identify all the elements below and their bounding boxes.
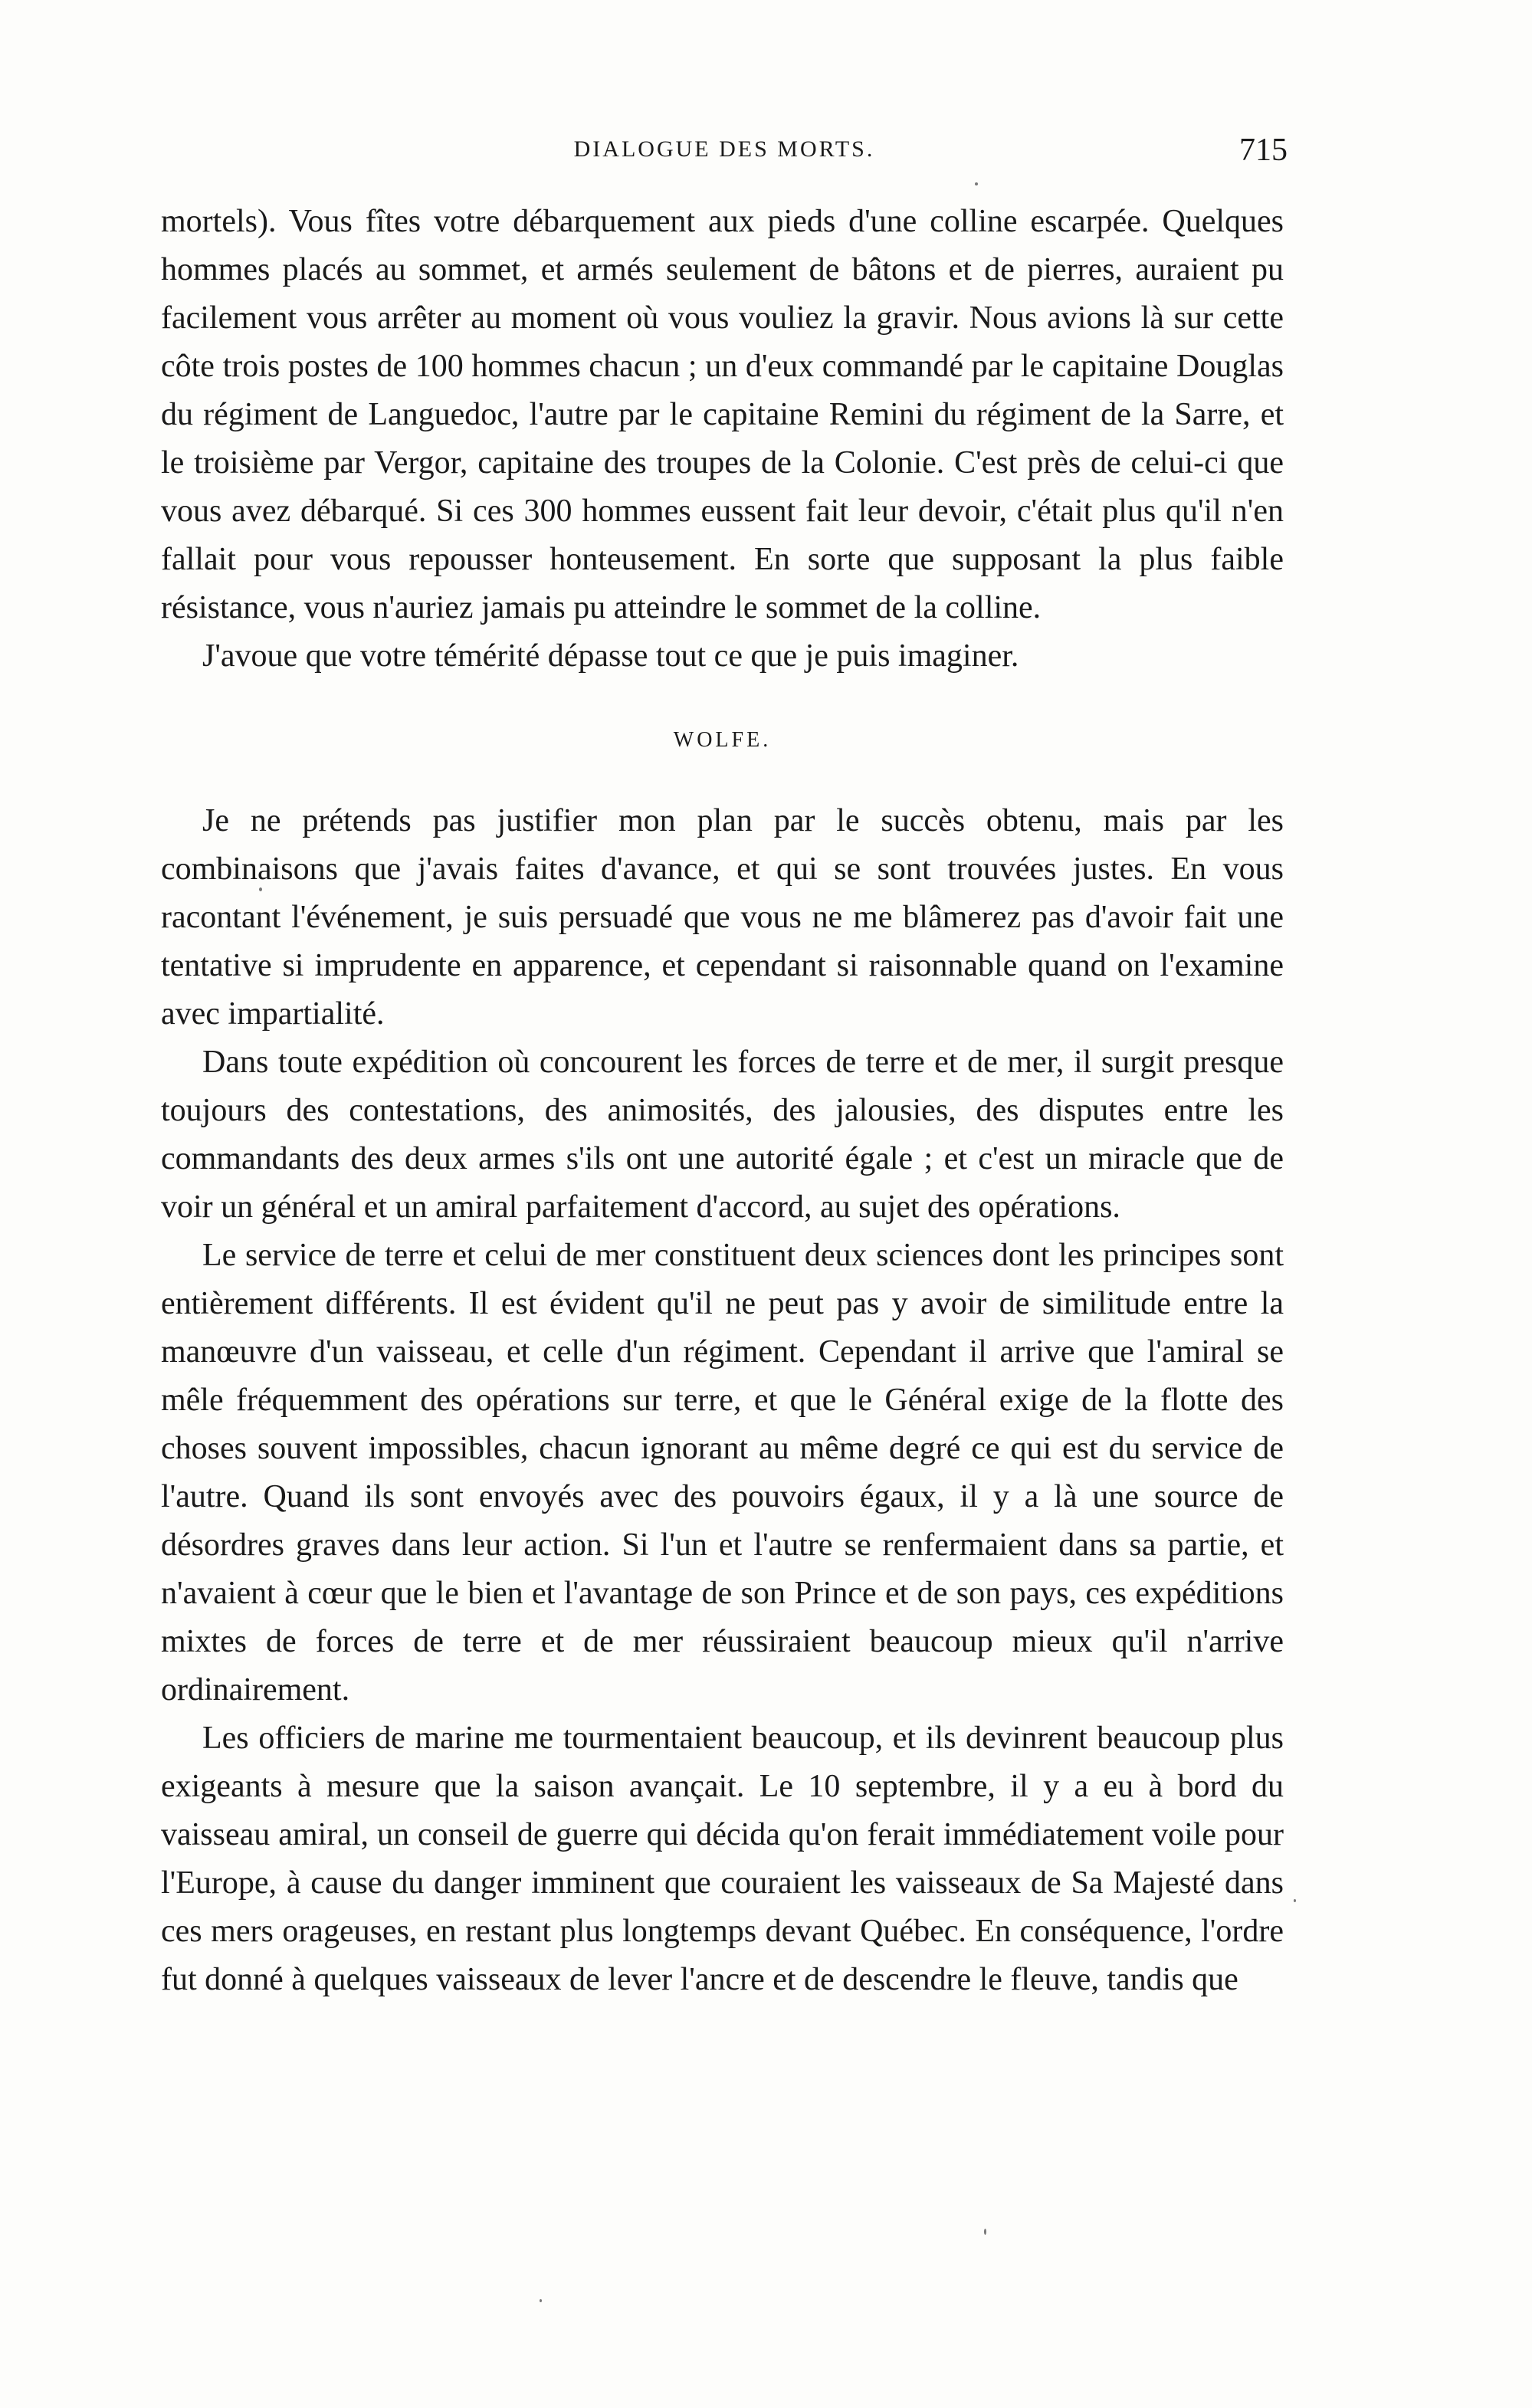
running-head bbox=[161, 132, 1288, 170]
running-title: DIALOGUE DES MORTS. bbox=[573, 136, 875, 162]
page-number: 715 bbox=[1239, 133, 1288, 168]
paragraph: Le service de terre et celui de mer constituent deux sciences dont les principes sont entièrement différents. Il est évident qu'il ne peut pas y avoir de similitude entre la manœuvre d'un vaisseau, et celle d'un régiment. Cependant il arrive que l'amiral se mêle fréquemment des opérations sur terre, et que le Général exige de la flotte des choses souvent impossibles, chacun ignorant au même degré ce qui est du service de l'autre. Quand ils sont envoyés avec des pouvoirs égaux, il y a là une source de désordres graves dans leur action. Si l'un et l'autre se renfermaient dans sa partie, et n'avaient à cœur que le bien et l'avantage de son Prince et de son pays, ces expéditions mixtes de forces de terre et de mer réussiraient beaucoup mieux qu'il n'arrive ordinairement. bbox=[161, 1238, 1284, 1708]
ink-speck bbox=[1294, 1899, 1296, 1902]
speaker-heading: WOLFE. bbox=[673, 728, 772, 752]
continuation-paragraph: mortels). Vous fîtes votre débarquement aux pieds d'une colline escarpée. Quelques hommes placés au sommet, et armés seulement de bâtons et de pierres, auraient pu facilement vous arrêter au moment où vous vouliez la gravir. Nous avions là sur cette côte trois postes de 100 hommes chacun ; un d'eux commandé par le capitaine Douglas du régiment de Languedoc, l'autre par le capitaine Remini du régiment de la Sarre, et le troisième par Vergor, capitaine des troupes de la Colonie. C'est près de celui-ci que vous avez débarqué. Si ces 300 hommes eussent fait leur devoir, c'était plus qu'il n'en fallait pour vous repousser honteusement. En sorte que supposant la plus faible résistance, vous n'auriez jamais pu atteindre le sommet de la colline. bbox=[161, 204, 1284, 625]
ink-speck bbox=[259, 887, 262, 891]
paragraph: Je ne prétends pas justifier mon plan par le succès obtenu, mais par les combinaisons que j'avais faites d'avance, et qui se sont trouvées justes. En vous racontant l'événement, je suis persuadé que vous ne me blâmerez pas d'avoir fait une tentative si imprudente en apparence, et cependant si raisonnable quand on l'examine avec impartialité. bbox=[161, 803, 1284, 1032]
text-block bbox=[161, 198, 1284, 2004]
ink-speck bbox=[984, 2229, 986, 2235]
closing-line: J'avoue que votre témérité dépasse tout ce que je puis imaginer. bbox=[202, 638, 1019, 674]
paragraph: Dans toute expédition où concourent les forces de terre et de mer, il surgit presque toujours des contestations, des animosités, des jalousies, des disputes entre les commandants des deux armes s'ils ont une autorité égale ; et c'est un miracle que de voir un général et un amiral parfaitement d'accord, au sujet des opérations. bbox=[161, 1045, 1284, 1225]
ink-speck bbox=[540, 2299, 542, 2302]
paragraph: Les officiers de marine me tourmentaient beaucoup, et ils devinrent beaucoup plus exigeants à mesure que la saison avançait. Le 10 septembre, il y a eu à bord du vaisseau amiral, un conseil de guerre qui décida qu'on ferait immédiatement voile pour l'Europe, à cause du danger imminent que couraient les vaisseaux de Sa Majesté dans ces mers orageuses, en restant plus longtemps devant Québec. En conséquence, l'ordre fut donné à quelques vaisseaux de lever l'ancre et de descendre le fleuve, tandis que bbox=[161, 1721, 1284, 1997]
ink-speck bbox=[975, 182, 978, 185]
